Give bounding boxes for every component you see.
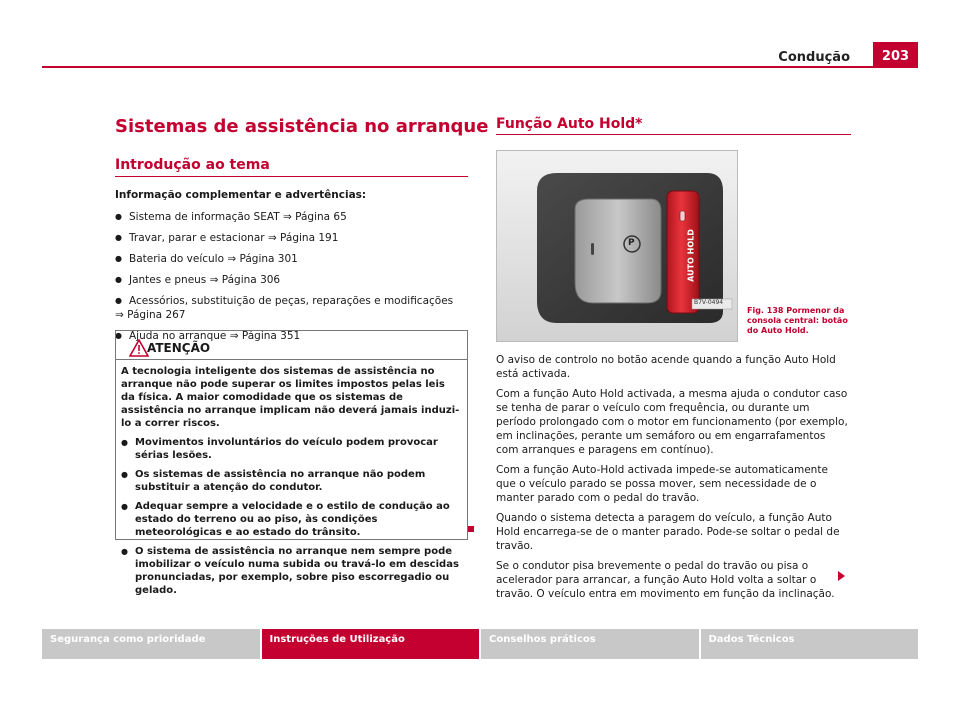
footer-tabs [42, 629, 918, 659]
figure-code: B7V-0494 [694, 299, 724, 306]
subsection-rule [115, 176, 468, 177]
page-number: 203 [873, 42, 918, 68]
list-item [115, 273, 468, 287]
paragraph: Com a função Auto-Hold activada impede-se automaticamente que o veículo parado se possa mover, sem necessidade de o manter parado com o pedal do travão. [496, 464, 828, 504]
intro-text: Informação complementar e advertências: [115, 189, 367, 201]
paragraph: O aviso de controlo no botão acende quando a função Auto Hold está activada. [496, 354, 836, 380]
tab-seguranca[interactable]: Segurança como prioridade [42, 629, 260, 659]
warning-header [116, 331, 467, 360]
auto-hold-figure [496, 150, 738, 342]
list-item-text: Ajuda no arranque [129, 330, 227, 342]
list-item-text: Acessórios, substituição de peças, reparações e modificações [129, 295, 454, 307]
paragraph: Com a função Auto Hold activada, a mesma ajuda o condutor caso se tenha de parar o veículo com frequência, ou durante um período prolongado com o motor em funcionamento (por exemplo, em inclinações, perante um semáforo ou em engarrafamentos com arranques e paragens em contínuo). [496, 388, 848, 456]
list-item [115, 210, 468, 224]
warning-box [115, 330, 468, 596]
continue-arrow-icon [838, 571, 845, 581]
page-link[interactable]: ⇒ Página 267 [115, 309, 186, 321]
list-item-text: Bateria do veículo [129, 253, 225, 265]
page-link[interactable]: ⇒ Página 351 [229, 330, 301, 342]
header-rule [42, 66, 918, 68]
auto-hold-text [496, 353, 851, 607]
list-item [115, 294, 468, 322]
auto-hold-rule [496, 134, 851, 135]
list-item [115, 231, 468, 245]
page-link[interactable]: ⇒ Página 306 [209, 274, 281, 286]
running-header: Condução [778, 50, 850, 65]
tab-conselhos[interactable]: Conselhos práticos [481, 629, 699, 659]
intro-block [115, 188, 468, 350]
paragraph: Se o condutor pisa brevemente o pedal do travão ou pisa o acelerador para arrancar, a função Auto Hold volta a soltar o travão. O veículo entra em movimento em função da inclinação. [496, 560, 835, 600]
section-title: Sistemas de assistência no arranque [115, 116, 489, 137]
parking-brake-symbol: P [628, 238, 635, 248]
tab-dados-tecnicos[interactable]: Dados Técnicos [701, 629, 919, 659]
warning-title: ATENÇÃO [147, 341, 211, 355]
paragraph: Quando o sistema detecta a paragem do veículo, a função Auto Hold encarrega-se de o manter parado. Pode-se soltar o pedal de travão. [496, 512, 840, 552]
page-link[interactable]: ⇒ Página 301 [227, 253, 298, 265]
list-item [115, 252, 468, 266]
warning-triangle-icon [129, 339, 149, 357]
page-link[interactable]: ⇒ Página 191 [267, 232, 339, 244]
warning-paragraph: A tecnologia inteligente dos sistemas de assistência no arranque não pode superar os limites impostos pelas leis da física. A maior comodidade que os sistemas de assistência no arranque implicam não deverá jamais induzi-lo a correr riscos. [121, 366, 460, 429]
auto-hold-title: Função Auto Hold* [496, 116, 643, 132]
list-item-text: Sistema de informação SEAT [129, 211, 280, 223]
warning-item: ● Os sistemas de assistência no arranque não podem substituir a atenção do condutor. [121, 468, 462, 494]
list-item-text: Travar, parar e estacionar [129, 232, 265, 244]
auto-hold-button-label: AUTO HOLD [686, 229, 696, 282]
warning-item: ● Movimentos involuntários do veículo podem provocar sérias lesões. [121, 436, 462, 462]
warning-item: ● Adequar sempre a velocidade e o estilo de condução ao estado do terreno ou ao piso, às condições meteorológicas e ao estado do trânsito. [121, 500, 462, 539]
page-link[interactable]: ⇒ Página 65 [282, 211, 347, 223]
warning-item: ● O sistema de assistência no arranque nem sempre pode imobilizar o veículo numa subida ou travá-lo em descidas pronunciadas, por exemplo, sobre piso escorregadio ou gelado. [121, 545, 462, 597]
warning-body [116, 360, 467, 597]
figure-caption: Fig. 138 Pormenor da consola central: botão do Auto Hold. [747, 306, 848, 335]
subsection-title: Introdução ao tema [115, 157, 270, 173]
list-item-text: Jantes e pneus [129, 274, 207, 286]
section-end-marker [468, 526, 474, 532]
tab-instrucoes[interactable]: Instruções de Utilização [262, 629, 480, 659]
center-console-illustration [497, 151, 737, 341]
